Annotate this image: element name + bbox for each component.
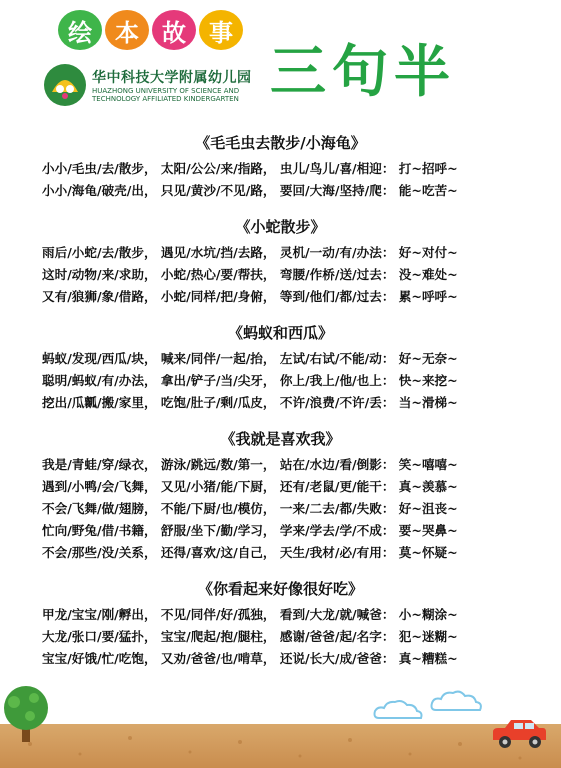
poem-line: 遇到/小鸭/会/飞舞， 又见/小猪/能/下厨， 还有/老鼠/更/能干： 真~羡慕~ xyxy=(42,479,458,494)
poem xyxy=(0,216,561,308)
poem-title: 《毛毛虫去散步/小海龟》 xyxy=(195,134,366,152)
poem-line: 宝宝/好饿/忙/吃饱， 又劝/爸爸/也/啃草， 还说/长大/成/爸爸： 真~糟糕~ xyxy=(42,651,458,666)
poem-line: 聪明/蚂蚁/有/办法， 拿出/铲子/当/尖牙， 你上/我上/他/也上： 快~来挖~ xyxy=(42,373,458,388)
poem xyxy=(0,132,561,202)
badge-1: 本 xyxy=(105,10,149,50)
badge-3: 事 xyxy=(199,10,243,50)
ground-texture xyxy=(0,724,561,768)
poem-line: 忙向/野兔/借/书籍， 舒服/坐下/勤/学习， 学来/学去/学/不成： 要~哭鼻~ xyxy=(42,523,458,538)
poem-line: 这时/动物/来/求助， 小蛇/热心/要/帮扶， 弯腰/作桥/送/过去： 没~难处~ xyxy=(42,267,458,282)
poem-line: 大龙/张口/要/猛扑， 宝宝/爬起/抱/腿柱， 感谢/爸爸/起/名字： 犯~迷糊~ xyxy=(42,629,458,644)
poem-line: 小小/海龟/破壳/出， 只见/黄沙/不见/路， 要回/大海/坚持/爬： 能~吃苦~ xyxy=(42,183,458,198)
poem-line: 甲龙/宝宝/刚/孵出， 不见/同伴/好/孤独， 看到/大龙/就/喊爸： 小~糊涂~ xyxy=(42,607,458,622)
cloud-icon xyxy=(372,698,424,724)
cloud-icon xyxy=(428,688,484,716)
badge-2: 故 xyxy=(152,10,196,50)
poem xyxy=(0,322,561,414)
poem-list xyxy=(0,132,561,684)
poem-title: 《你看起来好像很好吃》 xyxy=(197,580,363,598)
school-name-en-1: HUAZHONG UNIVERSITY OF SCIENCE AND xyxy=(92,87,240,95)
page-title: 三句半 xyxy=(270,40,456,105)
poem-title: 《小蛇散步》 xyxy=(235,218,326,236)
school-name xyxy=(92,67,252,103)
school-name-cn: 华中科技大学附属幼儿园 xyxy=(92,70,252,86)
poem-line: 蚂蚁/发现/西瓜/块， 喊来/同伴/一起/抬， 左试/右试/不能/动： 好~无奈~ xyxy=(42,351,458,366)
picture-book-story-badges xyxy=(58,10,243,50)
tree-icon xyxy=(0,682,56,742)
school-logo xyxy=(42,62,252,108)
poem-line: 不会/那些/没/关系， 还得/喜欢/这/自己， 天生/我材/必/有用： 莫~怀疑~ xyxy=(42,545,458,560)
poem-line: 挖出/瓜瓤/搬/家里， 吃饱/肚子/剩/瓜皮， 不许/浪费/不许/丢： 当~滑梯~ xyxy=(42,395,458,410)
header xyxy=(0,0,561,120)
poem xyxy=(0,578,561,670)
poem-title: 《蚂蚁和西瓜》 xyxy=(227,324,333,342)
kindergarten-logo-icon xyxy=(42,62,88,108)
poem-line: 不会/飞舞/做/翅膀， 不能/下厨/也/模仿， 一来/二去/都/失败： 好~沮丧~ xyxy=(42,501,458,516)
school-name-en-2: TECHNOLOGY AFFILIATED KINDERGARTEN xyxy=(92,95,239,103)
poem-line: 又有/狼狮/象/借路， 小蛇/同样/把/身俯， 等到/他们/都/过去： 累~呼呼~ xyxy=(42,289,458,304)
car-icon xyxy=(489,716,549,750)
poem xyxy=(0,428,561,564)
poem-line: 雨后/小蛇/去/散步， 遇见/水坑/挡/去路， 灵机/一动/有/办法： 好~对付~ xyxy=(42,245,458,260)
poem-line: 我是/青蛙/穿/绿衣， 游泳/跳远/数/第一， 站在/水边/看/倒影： 笑~嘻嘻~ xyxy=(42,457,458,472)
poem-line: 小小/毛虫/去/散步， 太阳/公公/来/指路， 虫儿/鸟儿/喜/相迎： 打~招呼~ xyxy=(42,161,458,176)
poem-title: 《我就是喜欢我》 xyxy=(220,430,341,448)
badge-0: 绘 xyxy=(58,10,102,50)
footer-illustration xyxy=(0,688,561,768)
